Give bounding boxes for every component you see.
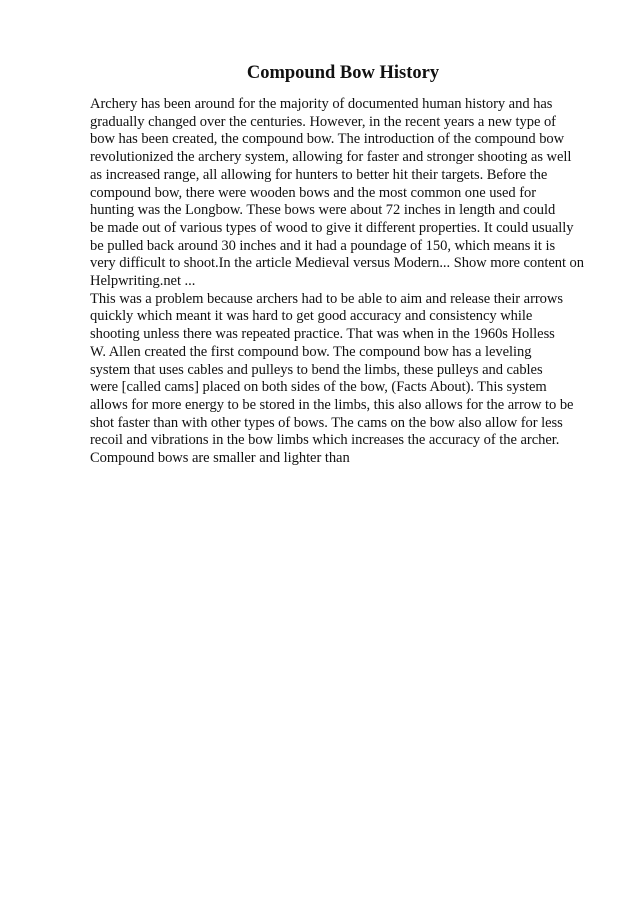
body-line: shot faster than with other types of bows. The cams on the bow also allow for less (90, 414, 563, 431)
body-line: W. Allen created the first compound bow. The compound bow has a leveling (90, 343, 532, 360)
body-line: be pulled back around 30 inches and it had a poundage of 150, which means it is (90, 237, 556, 254)
body-line: shooting unless there was repeated practice. That was when in the 1960s Holless (90, 326, 555, 343)
body-line: hunting was the Longbow. These bows were about 72 inches in length and could (90, 202, 556, 219)
body-line: be made out of various types of wood to give it different properties. It could usually (90, 219, 574, 236)
body-line: allows for more energy to be stored in the limbs, this also allows for the arrow to be (90, 396, 574, 413)
body-line: Compound bows are smaller and lighter than (90, 450, 350, 467)
document-body (90, 96, 638, 468)
document-title: Compound Bow History (246, 63, 440, 83)
body-line: quickly which meant it was hard to get good accuracy and consistency while (90, 308, 533, 325)
body-line: gradually changed over the centuries. However, in the recent years a new type of (90, 113, 556, 130)
body-line: compound bow, there were wooden bows and the most common one used for (90, 184, 537, 201)
body-line: very difficult to shoot.In the article Medieval versus Modern... Show more content on (90, 255, 585, 272)
body-line: recoil and vibrations in the bow limbs which increases the accuracy of the archer. (90, 432, 560, 449)
body-line: system that uses cables and pulleys to bend the limbs, these pulleys and cables (90, 361, 543, 378)
body-line: revolutionized the archery system, allowing for faster and stronger shooting as well (90, 149, 572, 166)
body-line: This was a problem because archers had to be able to aim and release their arrows (90, 290, 563, 307)
body-line: were [called cams] placed on both sides of the bow, (Facts About). This system (90, 379, 547, 396)
body-line: Helpwriting.net ... (90, 273, 196, 290)
body-line: as increased range, all allowing for hunters to better hit their targets. Before the (90, 166, 548, 183)
body-line: Archery has been around for the majority of documented human history and has (90, 96, 553, 112)
body-line: bow has been created, the compound bow. The introduction of the compound bow (90, 131, 565, 148)
